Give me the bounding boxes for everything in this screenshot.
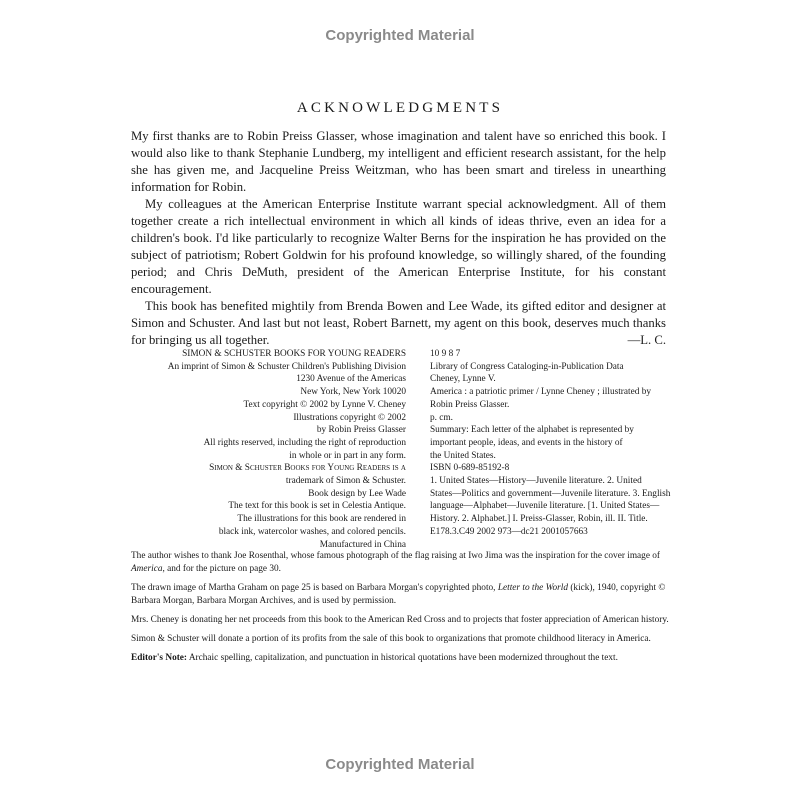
- colophon-right: [430, 348, 675, 539]
- colophon-line: 1230 Avenue of the Americas: [296, 374, 406, 385]
- note-text: , and for the picture on page 30.: [162, 564, 281, 574]
- colophon-line: Library of Congress Cataloging-in-Publication Data: [430, 361, 624, 372]
- colophon-line: E178.3.C49 2002 973—dc21 2001057663: [430, 526, 588, 537]
- note-italic: Letter to the World: [497, 583, 568, 593]
- note: [131, 582, 691, 608]
- paragraph-text: This book has benefited mightily from Brenda Bowen and Lee Wade, its gifted editor and designer at Simon and Schuster. And last but not least, Robert Barnett, my agent on this book, deserves much thanks for bringing us all together.: [131, 299, 666, 347]
- note: Simon & Schuster will donate a portion of its profits from the sale of this book to organizations that promote childhood literacy in America.: [131, 634, 651, 644]
- editors-note-label: Editor's Note:: [131, 653, 188, 663]
- colophon-line: ISBN 0-689-85192-8: [430, 463, 510, 474]
- colophon-line: The text for this book is set in Celestia Antique.: [228, 501, 406, 512]
- colophon-line: Robin Preiss Glasser.: [430, 399, 510, 410]
- colophon-line: SIMON & SCHUSTER BOOKS FOR YOUNG READERS: [182, 349, 406, 359]
- note-text: Archaic spelling, capitalization, and punctuation in historical quotations have been modernized throughout the text.: [187, 653, 618, 663]
- colophon-line: Manufactured in China: [319, 539, 406, 550]
- colophon-line: language—Alphabet—Juvenile literature. [1. United States—: [430, 501, 660, 512]
- colophon-line: Illustrations copyright © 2002: [293, 412, 406, 423]
- colophon-line: The illustrations for this book are rendered in: [237, 514, 406, 525]
- note-text: The author wishes to thank Joe Rosenthal, whose famous photograph of the flag raising at Iwo Jima was the inspiration for the cover image of: [131, 551, 661, 561]
- paragraph: My colleagues at the American Enterprise Institute warrant special acknowledgment. All of them together create a rich intellectual environment in which all kinds of ideas thrive, even an idea for a children's book. I'd like particularly to recognize Walter Berns for the inspiration he has provided on the subject of patriotism; Robert Goldwin for his profound knowledge, so willingly shared, of the founding period; and Chris DeMuth, president of the American Enterprise Institute, for his constant encouragement.: [131, 197, 666, 296]
- colophon-line: Simon & Schuster Books for Young Readers is a: [209, 463, 406, 474]
- colophon-line: 10 9 8 7: [430, 349, 461, 359]
- watermark-top: Copyrighted Material: [325, 27, 475, 44]
- page-title: ACKNOWLEDGMENTS: [296, 100, 504, 116]
- note-italic: America: [131, 564, 163, 574]
- watermark-bottom: Copyrighted Material: [325, 756, 475, 773]
- note: Mrs. Cheney is donating her net proceeds from this book to the American Red Cross and to projects that foster appreciation of American history.: [131, 615, 669, 625]
- colophon-line: trademark of Simon & Schuster.: [285, 476, 406, 487]
- note-text: The drawn image of Martha Graham on page 25 is based on Barbara Morgan's copyrighted photo,: [131, 583, 498, 593]
- colophon-line: New York, New York 10020: [300, 387, 406, 398]
- notes: [131, 550, 691, 671]
- colophon-line: History. 2. Alphabet.] I. Preiss-Glasser, Robin, ill. II. Title.: [430, 514, 648, 525]
- acknowledgments-body: [131, 128, 666, 349]
- note-text: (kick), 1940, copyright © Barbara Morgan, Barbara Morgan Archives, and is used by permission.: [131, 583, 666, 606]
- colophon-line: Book design by Lee Wade: [308, 488, 406, 499]
- colophon-line: Cheney, Lynne V.: [430, 374, 496, 385]
- colophon-line: Text copyright © 2002 by Lynne V. Cheney: [243, 399, 406, 410]
- colophon-line: Summary: Each letter of the alphabet is represented by: [430, 425, 634, 436]
- signature: —L. C.: [627, 333, 666, 347]
- colophon-line: important people, ideas, and events in the history of: [430, 437, 623, 448]
- colophon-line: the United States.: [430, 450, 496, 461]
- colophon-line: by Robin Preiss Glasser: [316, 425, 406, 436]
- colophon-left: [130, 348, 406, 551]
- colophon-line: States—Politics and government—Juvenile literature. 3. English: [430, 488, 671, 499]
- colophon-line: black ink, watercolor washes, and colored pencils.: [218, 526, 406, 537]
- colophon-line: An imprint of Simon & Schuster Children's Publishing Division: [167, 361, 406, 372]
- paragraph: My first thanks are to Robin Preiss Glasser, whose imagination and talent have so enriched this book. I would also like to thank Stephanie Lundberg, my intelligent and efficient research assistant, for the help she has given me, and Jacqueline Preiss Weitzman, who has been smart and tireless in unearthing information for Robin.: [131, 129, 666, 194]
- colophon-line: All rights reserved, including the right of reproduction: [203, 437, 406, 448]
- note: [131, 550, 691, 576]
- colophon-line: p. cm.: [430, 412, 453, 423]
- colophon-line: in whole or in part in any form.: [289, 450, 406, 461]
- note: [131, 652, 691, 665]
- colophon-line: 1. United States—History—Juvenile literature. 2. United: [430, 476, 642, 487]
- paragraph: [131, 298, 666, 349]
- colophon-line: America : a patriotic primer / Lynne Cheney ; illustrated by: [430, 387, 651, 398]
